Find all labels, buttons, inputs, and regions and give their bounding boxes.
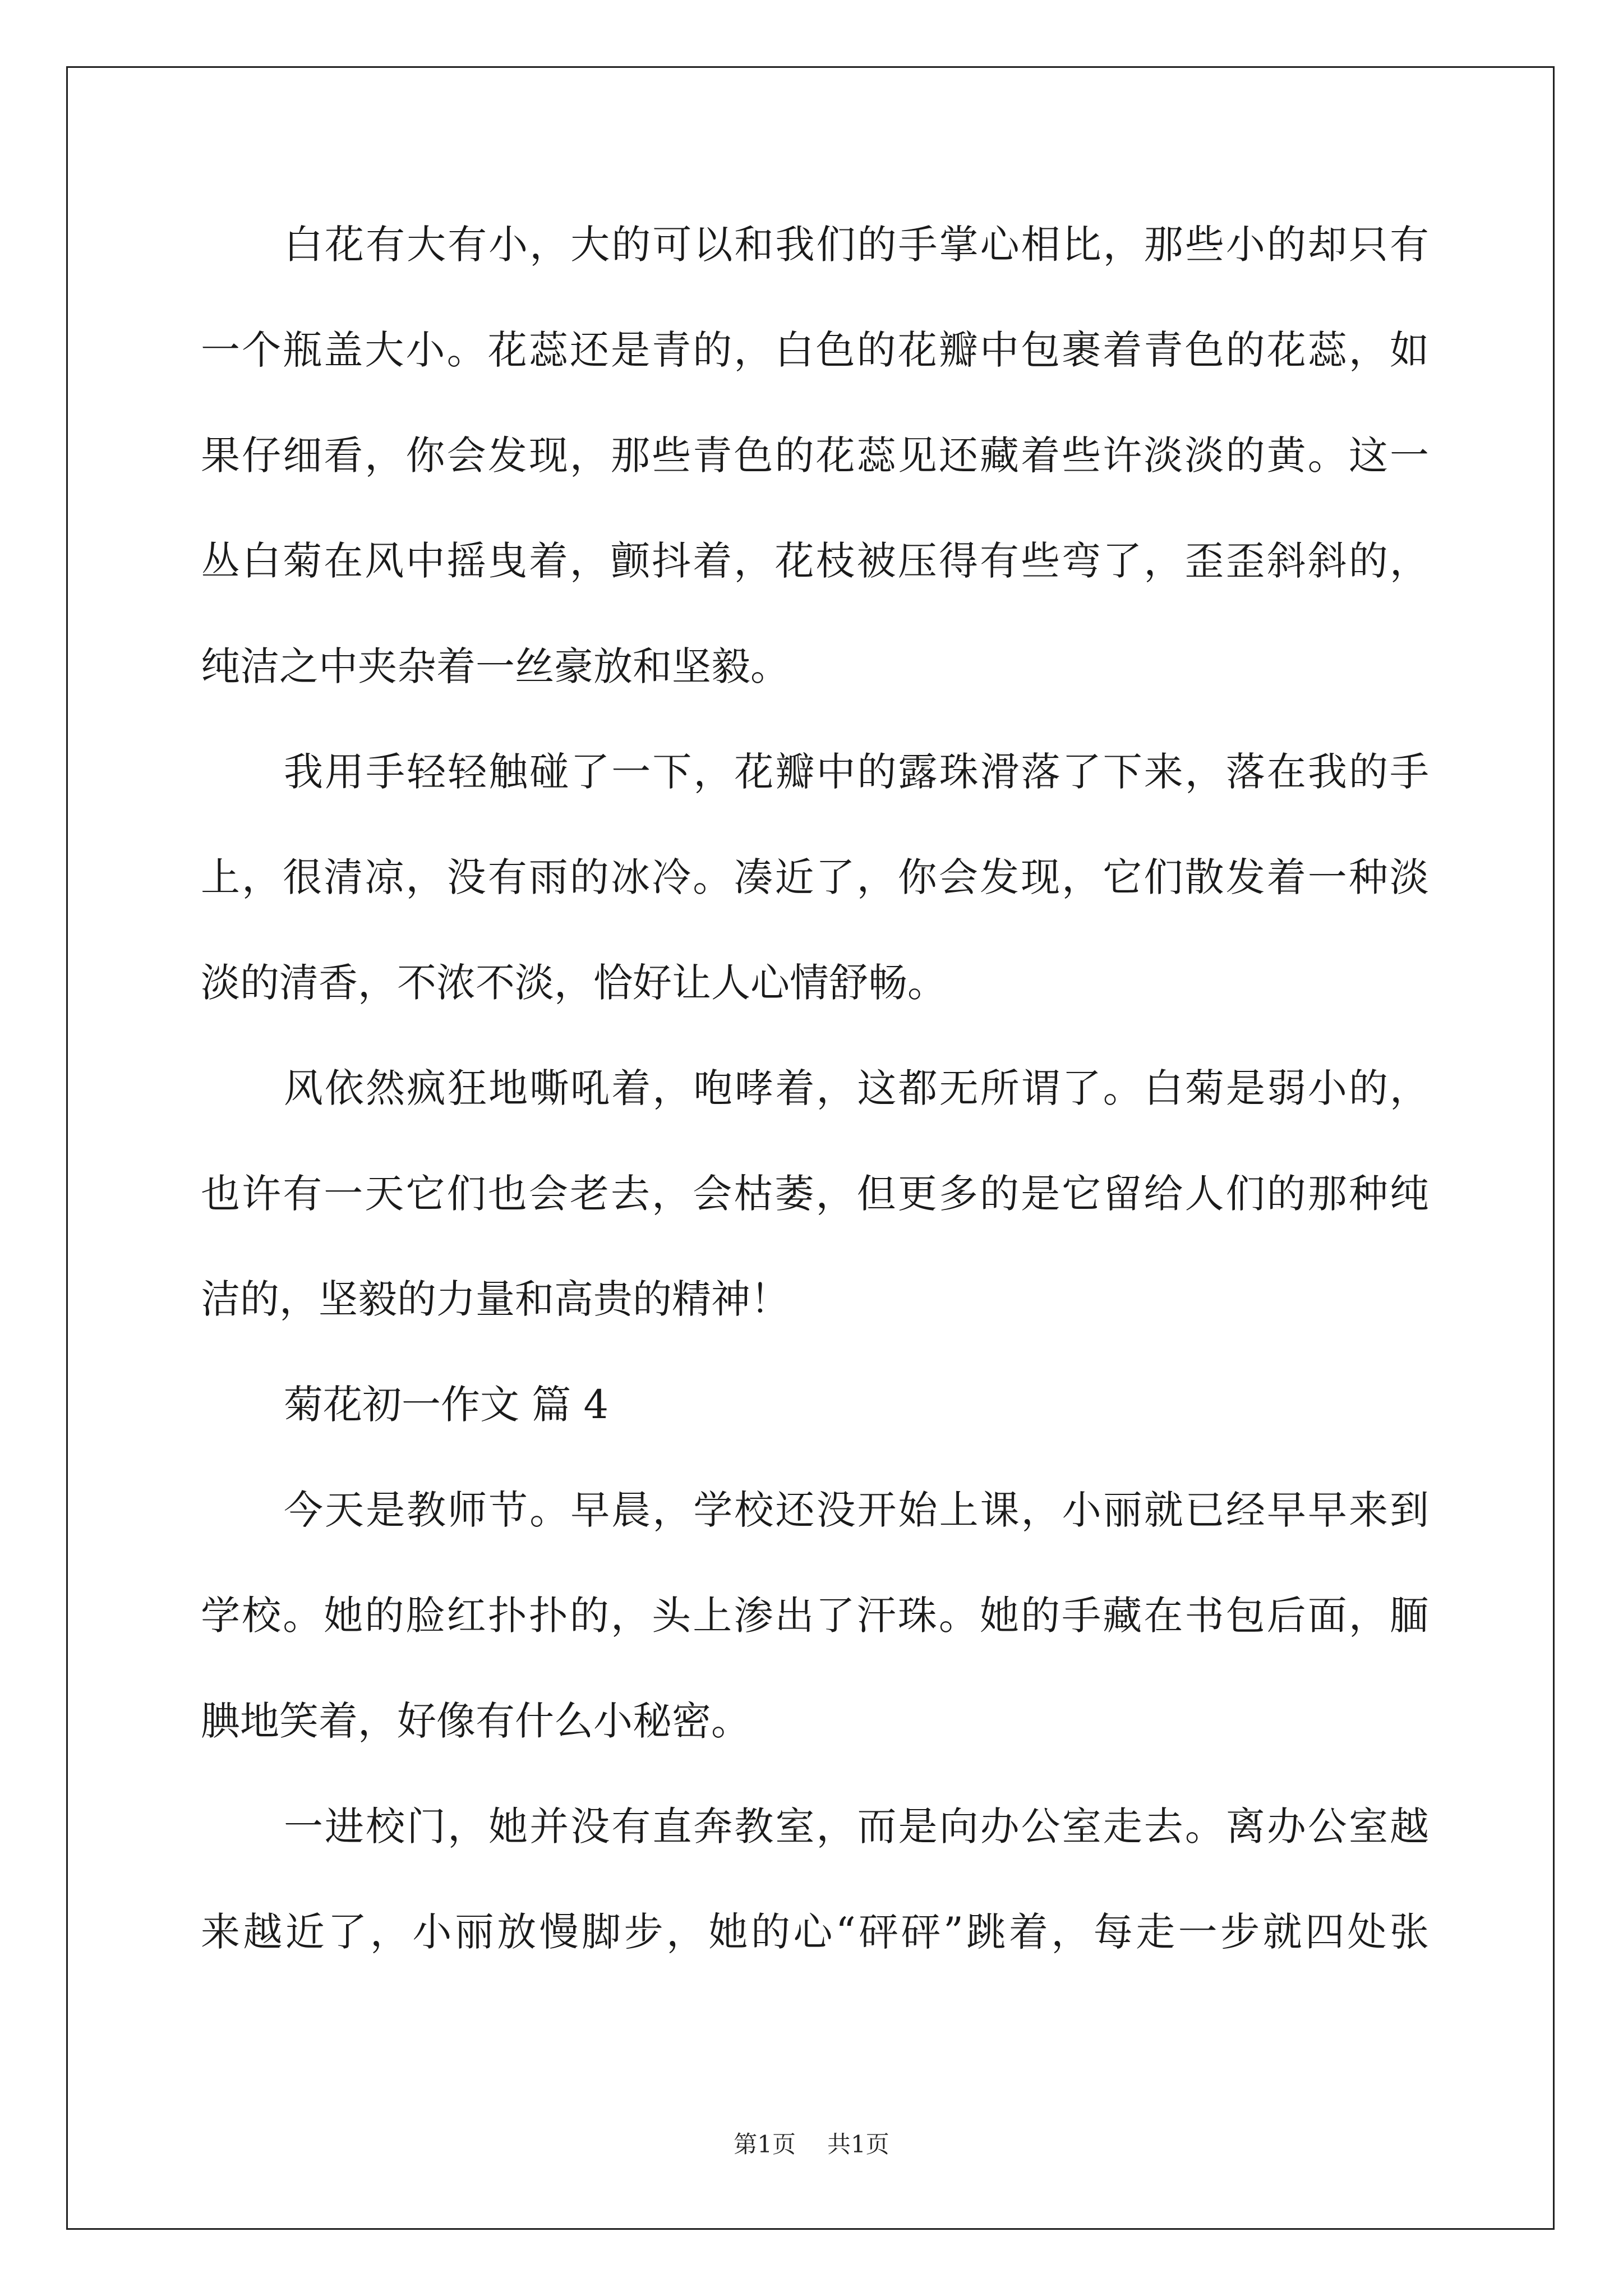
paragraph (201, 1800, 1429, 2010)
paragraph (201, 1061, 1429, 1378)
paragraph (201, 745, 1429, 1061)
text-line: 风依然疯狂地嘶吼着，咆哮着，这都无所谓了。白菊是弱小的， (284, 1065, 1429, 1111)
section-title: 菊花初一作文 篇 4 (284, 1382, 609, 1428)
text-line: 纯洁之中夹杂着一丝豪放和坚毅。 (201, 643, 790, 689)
text-line: 一个瓶盖大小。花蕊还是青的，白色的花瓣中包裹着青色的花蕊，如 (201, 327, 1429, 373)
paragraph (201, 218, 1429, 745)
text-line: 淡的清香，不浓不淡，恰好让人心情舒畅。 (201, 960, 947, 1006)
text-line: 上，很清凉，没有雨的冰冷。凑近了，你会发现，它们散发着一种淡 (201, 854, 1429, 900)
text-line: 我用手轻轻触碰了一下，花瓣中的露珠滑落了下来，落在我的手 (284, 749, 1429, 795)
text-line: 来越近了，小丽放慢脚步，她的心“砰砰”跳着，每走一步就四处张 (201, 1909, 1429, 1955)
text-line: 学校。她的脸红扑扑的，头上渗出了汗珠。她的手藏在书包后面，腼 (201, 1593, 1429, 1639)
text-line: 腆地笑着，好像有什么小秘密。 (201, 1698, 750, 1744)
text-line: 丛白菊在风中摇曳着，颤抖着，花枝被压得有些弯了，歪歪斜斜的， (201, 538, 1429, 584)
document-body (201, 218, 1429, 2010)
page-number: 第1页 (734, 2131, 796, 2158)
page-total: 共1页 (827, 2131, 889, 2158)
text-line: 白花有大有小，大的可以和我们的手掌心相比，那些小的却只有 (284, 222, 1429, 268)
text-line: 一进校门，她并没有直奔教室，而是向办公室走去。离办公室越 (284, 1803, 1429, 1849)
paragraph (201, 1483, 1429, 1800)
text-line: 也许有一天它们也会老去，会枯萎，但更多的是它留给人们的那种纯 (201, 1171, 1429, 1217)
text-line: 洁的，坚毅的力量和高贵的精神！ (201, 1276, 790, 1322)
text-line: 今天是教师节。早晨，学校还没开始上课，小丽就已经早早来到 (284, 1487, 1429, 1533)
page-footer (0, 2131, 1623, 2159)
text-line: 果仔细看，你会发现，那些青色的花蕊见还藏着些许淡淡的黄。这一 (201, 432, 1429, 478)
